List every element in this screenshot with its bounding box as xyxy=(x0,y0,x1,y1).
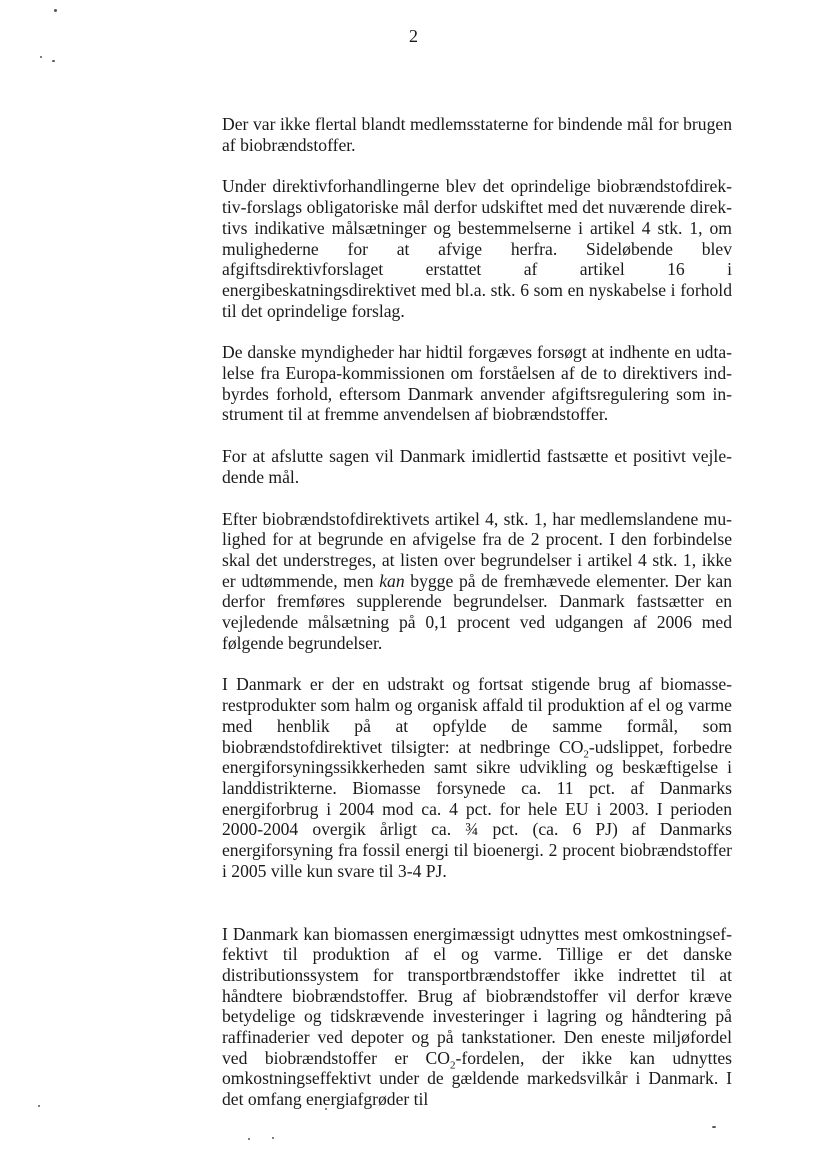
scan-speck xyxy=(40,56,42,58)
scan-speck xyxy=(54,9,57,12)
paragraph-biomass-use xyxy=(222,674,732,881)
article-4-text-end: bygge på de fremhævede elementer. Der kan derfor fremføres supplerende begrundelser. Danmark fastsætter en vejledende målsætning på 0,1 procent ved udgangen af 2006 med følgende begrundelser. xyxy=(222,570,732,653)
scan-speck xyxy=(38,1105,40,1107)
scan-speck xyxy=(248,1138,250,1140)
scan-speck xyxy=(52,60,55,62)
document-body xyxy=(222,114,732,1110)
biomass-use-text-end: -udslippet, forbedre energiforsyningssikkerheden samt sikre udvikling og beskæftigelse i landdistrikterne. Biomasse forsynede ca. 11 pct. af Danmarks energiforbrug i 2004 mod ca. 4 pct. for hele EU i 2003. I perioden 2000-2004 overgik årligt ca. ¾ pct. (ca. 6 PJ) af Danmarks energiforsyning fra fossil energi til bioenergi. 2 procent biobrændstoffer i 2005 ville kun svare til 3-4 PJ. xyxy=(222,736,733,881)
paragraph-gap xyxy=(222,488,732,509)
cost-efficiency-text-end: -fordelen, der ikke kan udnyttes omkostningseffektivt under de gældende markedsvilkår i Danmark. I det omfang energiafgrøder til xyxy=(222,1047,732,1110)
paragraph-gap xyxy=(222,882,732,924)
co2-subscript: 2 xyxy=(583,748,589,761)
paragraph-gap xyxy=(222,321,732,342)
paragraph-gap xyxy=(222,425,732,446)
emphasis-kan: kan xyxy=(379,570,405,591)
page-number: 2 xyxy=(409,26,418,46)
co2-subscript: 2 xyxy=(449,1059,456,1072)
paragraph-authorities: De danske myndigheder har hidtil forgæves forsøgt at indhente en udtalelse fra Europa-kommissionen om forståelsen af de to direktivers indbyrdes forhold, eftersom Danmark anvender afgiftsregulering som instrument til at fremme anvendelsen af biobrændstoffer. xyxy=(222,342,732,425)
paragraph-negotiations: Under direktivforhandlingerne blev det oprindelige biobrændstofdirektiv-forslags obligatoriske mål derfor udskiftet med det nuværende direktivs indikative målsætninger og bestemmelserne i artikel 4 stk. 1, om mulighederne for at afvige herfra. Sideløbende blev afgiftsdirektivforslaget erstattet af artikel 16 i energibeskatningsdirektivet med bl.a. stk. 6 som en nyskabelse i forhold til det oprindelige forslag. xyxy=(222,176,732,321)
paragraph-target: For at afslutte sagen vil Danmark imidlertid fastsætte et positivt vejledende mål. xyxy=(222,446,732,487)
article-4-text-start: Efter biobrændstofdirektivets artikel 4, stk. 1, har medlemslandene mulighed for at begrunde en afvigelse fra de 2 procent. I den forbindelse skal det understreges, at listen over begrundelser i artikel 4 stk. 1, ikke er udtømmende, men xyxy=(222,508,732,591)
cost-efficiency-text-start: I Danmark kan biomassen energimæssigt udnyttes mest omkostningseffektivt til produktion af el og varme. Tillige er det danske distributionssystem for transportbrændstoffer ikke indrettet til at håndtere biobrændstoffer. Brug af biobrændstoffer vil derfor kræve betydelige og tidskrævende investeringer i lagring og håndtering på raffinaderier ved depoter og på tankstationer. Den eneste miljøfordel ved biobrændstoffer er CO xyxy=(222,923,732,1068)
paragraph-cost-efficiency xyxy=(222,924,732,1110)
scan-speck xyxy=(272,1137,274,1139)
paragraph-gap xyxy=(222,155,732,176)
paragraph-article-4 xyxy=(222,509,732,654)
paragraph-majority: Der var ikke flertal blandt medlemsstaterne for bindende mål for brugen af biobrændstoffer. xyxy=(222,114,732,155)
scan-speck xyxy=(712,1126,716,1128)
paragraph-gap xyxy=(222,653,732,674)
biomass-use-text-start: I Danmark er der en udstrakt og fortsat stigende brug af biomasserestprodukter som halm og organisk affald til produktion af el og varme med henblik på at opfylde de samme formål, som biobrændstofdirektivet tilsigter: at nedbringe CO xyxy=(222,674,732,757)
